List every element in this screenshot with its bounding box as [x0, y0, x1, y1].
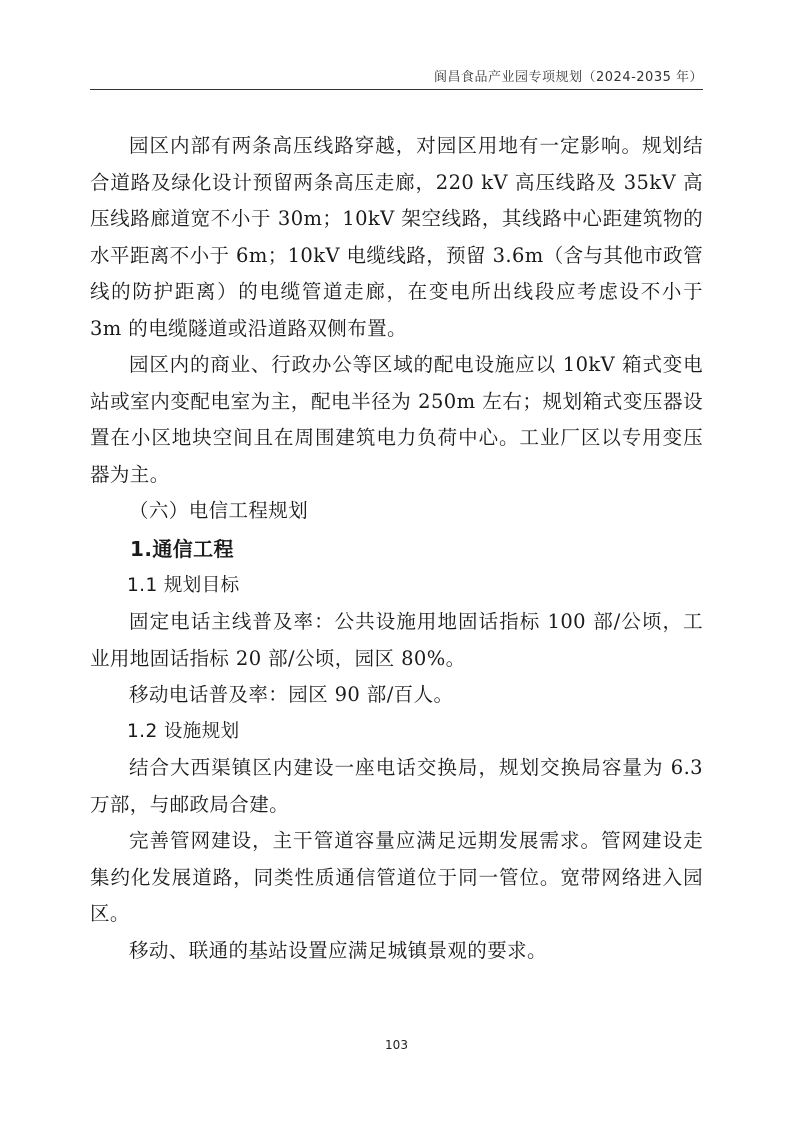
subheading-planning-goals: 1.1 规划目标 [127, 574, 240, 596]
running-header: 阆昌食品产业园专项规划（2024-2035 年） [434, 70, 703, 85]
subsection-heading-communication: 1.通信工程 [130, 536, 234, 561]
page-body [90, 128, 703, 969]
section-heading-telecom: （六）电信工程规划 [129, 499, 309, 522]
paragraph-fixed-line-rate: 固定电话主线普及率：公共设施用地固话指标 100 部/公顷，工业用地固话指标 20 部/公顷，园区 80%。 [90, 610, 703, 670]
header-divider [90, 89, 703, 90]
subheading-facility-planning: 1.2 设施规划 [127, 720, 240, 742]
paragraph-base-stations: 移动、联通的基站设置应满足城镇景观的要求。 [129, 938, 547, 962]
paragraph-exchange-office: 结合大西渠镇区内建设一座电话交换局，规划交换局容量为 6.3 万部，与邮政局合建。 [90, 756, 703, 816]
paragraph-distribution-facilities: 园区内的商业、行政办公等区域的配电设施应以 10kV 箱式变电站或室内变配电室为主，配电半径为 250m 左右；规划箱式变压器设置在小区地块空间且在周围建筑电力负荷中心。工业厂区以专用变压器为主。 [90, 353, 703, 486]
paragraph-pipe-network: 完善管网建设，主干管道容量应满足远期发展需求。管网建设走集约化发展道路，同类性质通信管道位于同一管位。宽带网络进入园区。 [90, 829, 703, 925]
page-number: 103 [385, 1038, 408, 1052]
paragraph-mobile-rate: 移动电话普及率：园区 90 部/百人。 [129, 683, 454, 706]
paragraph-high-voltage-corridors: 园区内部有两条高压线路穿越，对园区用地有一定影响。规划结合道路及绿化设计预留两条高压走廊，220 kV 高压线路及 35kV 高压线路廊道宽不小于 30m；10kV 架空线路，其线路中心距建筑物的水平距离不小于 6m；10kV 电缆线路，预留 3.6m（含与其他市政管线的防护距离）的电缆管道走廊，在变电所出线段应考虑设不小于 3m 的电缆隧道或沿道路双侧布置。 [90, 134, 703, 340]
